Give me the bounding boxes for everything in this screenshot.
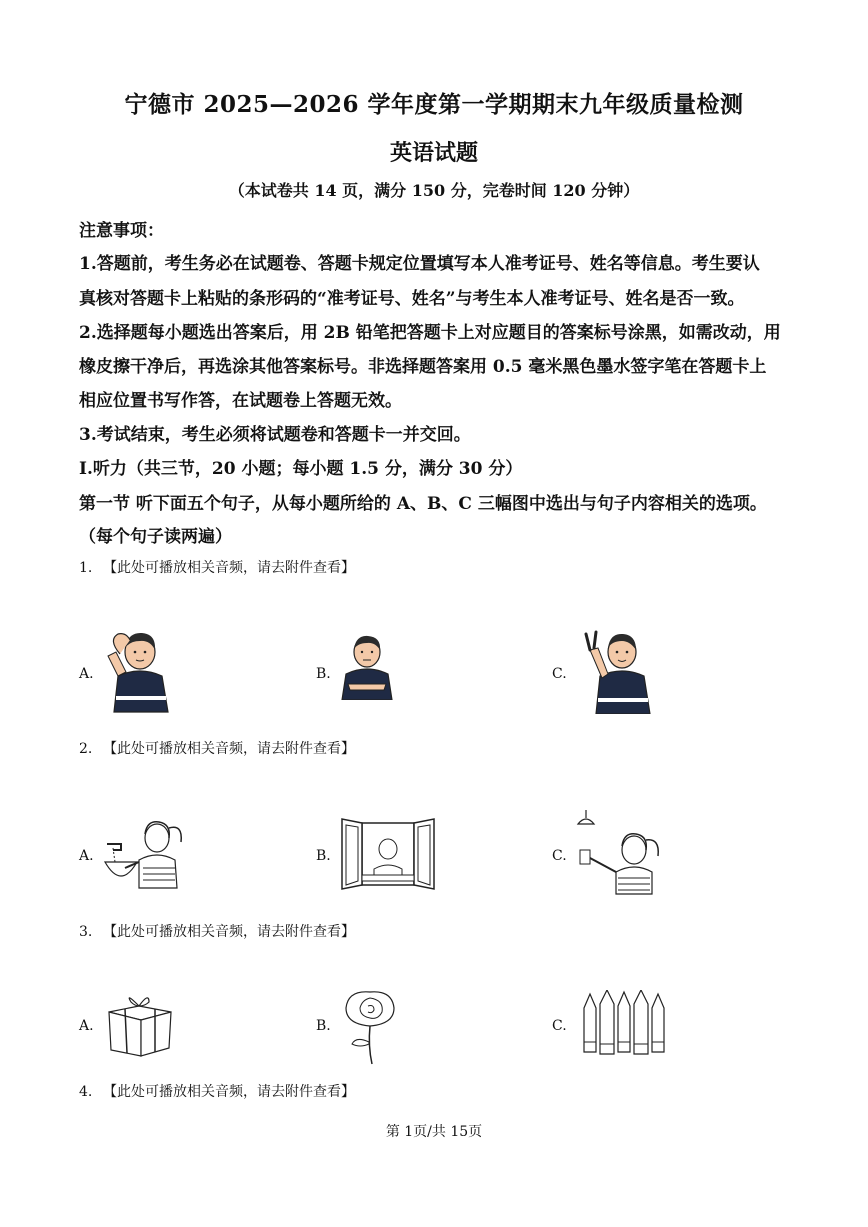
notice-line: 橡皮擦干净后，再选涂其他答案标号。非选择题答案用 0.5 毫米黑色墨水签字笔在答题卡上	[79, 357, 767, 377]
question-number: 1.	[79, 560, 93, 576]
exam-title: 宁德市 2025—2026 学年度第一学期期末九年级质量检测	[124, 91, 744, 118]
audio-note[interactable]: 【此处可播放相关音频，请去附件查看】	[103, 924, 355, 940]
audio-note[interactable]: 【此处可播放相关音频，请去附件查看】	[103, 560, 355, 576]
page-footer: 第 1页/共 15页	[385, 1124, 483, 1140]
gift-box-image[interactable]	[105, 992, 175, 1058]
question-4	[79, 1081, 355, 1101]
girl-opening-window-image[interactable]	[340, 817, 436, 891]
boy-victory-sign-image[interactable]	[574, 628, 658, 714]
rose-flower-image[interactable]	[338, 986, 402, 1066]
question-1	[79, 557, 355, 577]
notice-line: 真核对答题卡上粘贴的条形码的“准考证号、姓名”与考生本人准考证号、姓名是否一致。	[79, 289, 745, 309]
exam-subtitle: 英语试题	[389, 140, 478, 166]
girl-switching-light-image[interactable]	[576, 808, 666, 896]
option-a-label[interactable]: A.	[79, 666, 94, 682]
audio-note[interactable]: 【此处可播放相关音频，请去附件查看】	[103, 1084, 355, 1100]
girl-washing-hands-image[interactable]	[103, 814, 189, 890]
question-number: 2.	[79, 741, 93, 757]
section-heading: Ⅰ.听力（共三节，20 小题；每小题 1.5 分，满分 30 分）	[79, 459, 523, 479]
question-2	[79, 738, 355, 758]
notice-line: 3.考试结束，考生必须将试题卷和答题卡一并交回。	[79, 425, 471, 445]
boy-scratching-head-image[interactable]	[98, 626, 180, 714]
crayons-image[interactable]	[578, 990, 670, 1058]
option-b-label[interactable]: B.	[316, 1018, 331, 1034]
option-c-label[interactable]: C.	[552, 848, 567, 864]
notice-line: 1.答题前，考生务必在试题卷、答题卡规定位置填写本人准考证号、姓名等信息。考生要认	[79, 254, 760, 274]
exam-info: （本试卷共 14 页，满分 150 分，完卷时间 120 分钟）	[228, 181, 640, 200]
option-a-label[interactable]: A.	[79, 1018, 94, 1034]
question-number: 4.	[79, 1084, 93, 1100]
notice-heading: 注意事项：	[79, 221, 164, 241]
question-number: 3.	[79, 924, 93, 940]
option-c-label[interactable]: C.	[552, 666, 567, 682]
audio-note[interactable]: 【此处可播放相关音频，请去附件查看】	[103, 741, 355, 757]
option-c-label[interactable]: C.	[552, 1018, 567, 1034]
question-3	[79, 921, 355, 941]
boy-arms-crossed-image[interactable]	[338, 632, 396, 700]
part-heading-note: （每个句子读两遍）	[79, 527, 232, 547]
notice-line: 2.选择题每小题选出答案后，用 2B 铅笔把答题卡上对应题目的答案标号涂黑，如需改动，用	[79, 323, 781, 343]
option-b-label[interactable]: B.	[316, 848, 331, 864]
part-heading: 第一节 听下面五个句子，从每小题所给的 A、B、C 三幅图中选出与句子内容相关的选项。	[79, 494, 767, 514]
option-b-label[interactable]: B.	[316, 666, 331, 682]
notice-line: 相应位置书写作答，在试题卷上答题无效。	[79, 391, 402, 411]
option-a-label[interactable]: A.	[79, 848, 94, 864]
